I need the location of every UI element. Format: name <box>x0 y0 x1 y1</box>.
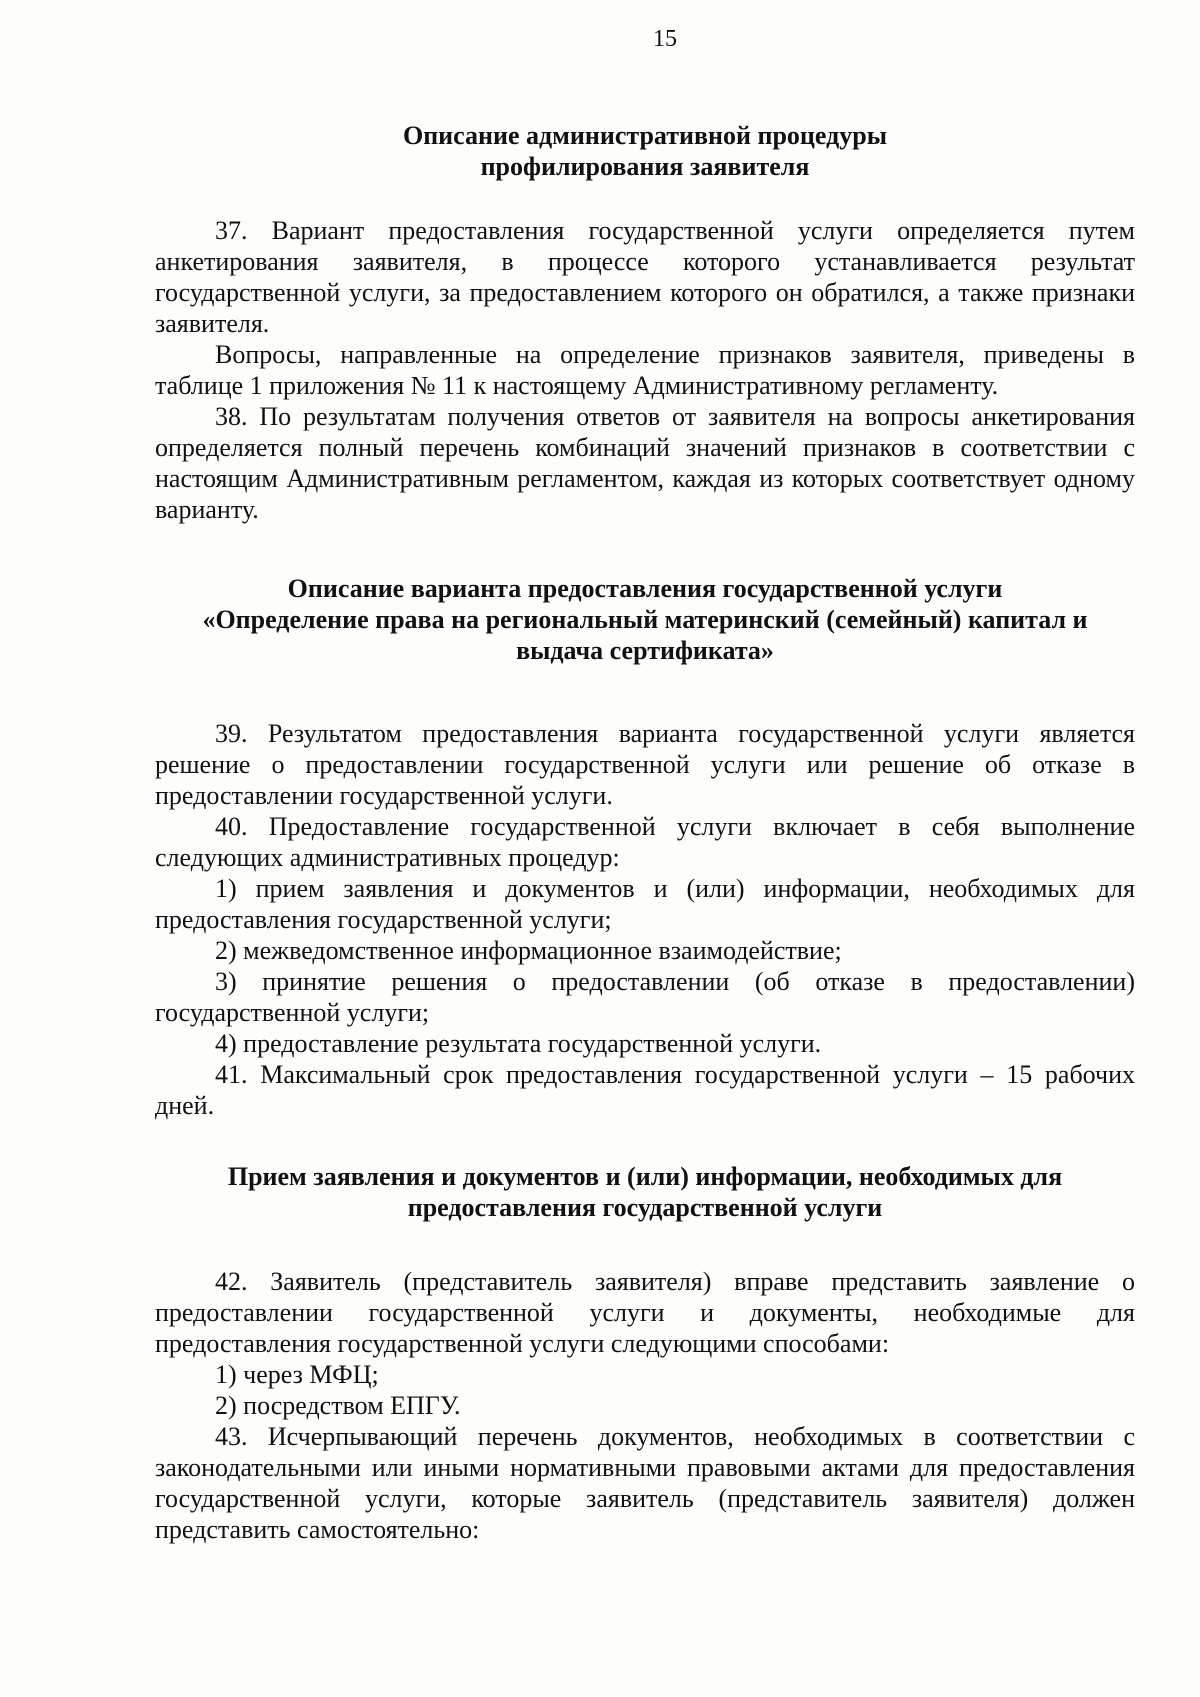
paragraph-43: 43. Исчерпывающий перечень документов, необходимых в соответствии с законодательными или иными нормативными правовыми актами для предоставления государственной услуги, которые заявитель (представитель заявителя) должен представить самостоятельно: <box>155 1422 1135 1544</box>
heading-line: Прием заявления и документов и (или) информации, необходимых для <box>227 1162 1063 1191</box>
page-number: 15 <box>653 26 677 52</box>
paragraph-41: 41. Максимальный срок предоставления государственной услуги – 15 рабочих дней. <box>155 1060 1135 1120</box>
list-item: 1) через МФЦ; <box>215 1360 379 1389</box>
list-item: 3) принятие решения о предоставлении (об отказе в предоставлении) государственной услуги; <box>155 967 1135 1027</box>
paragraph-42: 42. Заявитель (представитель заявителя) вправе представить заявление о предоставлении государственной услуги и документы, необходимые для предоставления государственной услуги следующими способами: <box>155 1267 1135 1358</box>
paragraph-38: 38. По результатам получения ответов от заявителя на вопросы анкетирования определяется полный перечень комбинаций значений признаков в соответствии с настоящим Административным регламентом, каждая из которых соответствует одному варианту. <box>155 402 1135 524</box>
paragraph-39: 39. Результатом предоставления варианта государственной услуги является решение о предоставлении государственной услуги или решение об отказе в предоставлении государственной услуги. <box>155 719 1135 810</box>
list-item: 2) межведомственное информационное взаимодействие; <box>215 936 842 965</box>
list-item: 4) предоставление результата государственной услуги. <box>215 1029 822 1058</box>
section-body-profiling <box>155 215 1135 525</box>
heading-line: Описание административной процедуры <box>402 121 888 150</box>
section-heading-profiling <box>155 120 1135 182</box>
list-item: 1) прием заявления и документов и (или) информации, необходимых для предоставления государственной услуги; <box>155 874 1135 934</box>
list-item: 2) посредством ЕПГУ. <box>215 1391 461 1420</box>
section-heading-variant <box>155 573 1135 666</box>
heading-line: предоставления государственной услуги <box>407 1193 883 1222</box>
section-heading-application-intake <box>155 1161 1135 1223</box>
section-body-application-intake <box>155 1266 1135 1545</box>
heading-line: профилирования заявителя <box>480 152 810 181</box>
heading-line: выдача сертификата» <box>516 636 774 665</box>
heading-line: Описание варианта предоставления государственной услуги <box>287 574 1003 603</box>
paragraph-37: 37. Вариант предоставления государственной услуги определяется путем анкетирования заявителя, в процессе которого устанавливается результат государственной услуги, за предоставлением которого он обратился, а также признаки заявителя. <box>155 216 1135 338</box>
section-body-variant <box>155 718 1135 1121</box>
heading-line: «Определение права на региональный материнский (семейный) капитал и <box>202 605 1088 634</box>
paragraph-40: 40. Предоставление государственной услуги включает в себя выполнение следующих административных процедур: <box>155 812 1135 872</box>
paragraph-37-questions: Вопросы, направленные на определение признаков заявителя, приведены в таблице 1 приложения № 11 к настоящему Административному регламенту. <box>155 340 1135 400</box>
